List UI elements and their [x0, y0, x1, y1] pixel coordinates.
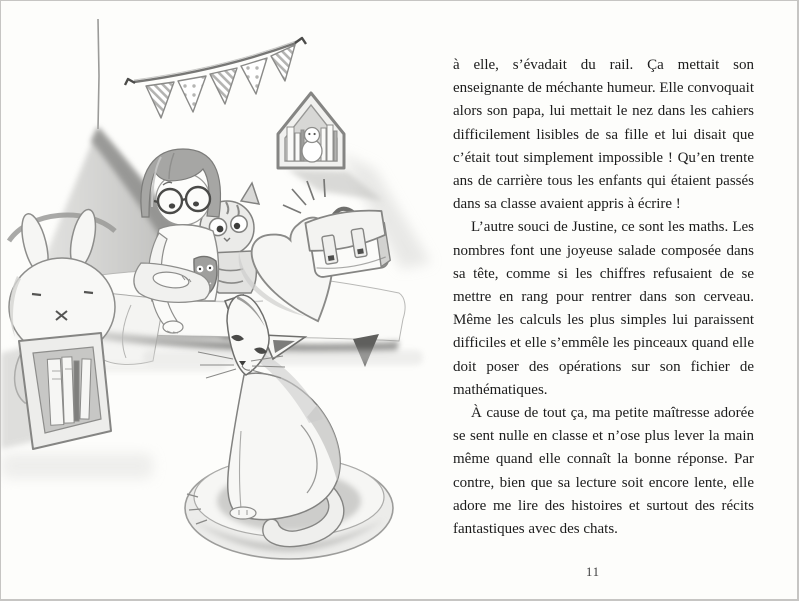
cube-bookshelf	[1, 333, 111, 449]
girl-hand	[163, 321, 183, 333]
girl-eye	[169, 203, 175, 208]
pennant-flag	[241, 58, 267, 94]
pennant-garland	[125, 38, 306, 118]
paragraph: L’autre souci de Justine, ce sont les maths. Les nombres font une joyeuse salade composée dans sa tête, comme si les chiffres refusaient de se mettre en rang pour rentrer dans son cerveau. Même les calculs les plus simples lui paraissent difficiles et elle s’emmêle les pinceaux quand elle doit poser des opérations sur son fichier de mathématiques.	[453, 219, 754, 398]
shelf-bird	[302, 128, 322, 163]
paragraph: à elle, s’évadait du rail. Ça mettait son enseignante de méchante humeur. Elle convoquait alors son papa, lui mettait le nez dans les cahiers difficilement lisibles de sa fille et lui disait que c’était tout simplement impossible ! Qu’en trente ans de carrière tous les enfants qui étaient passés dans sa classe avaient appris à écrire !	[453, 57, 754, 213]
cat-body	[228, 373, 340, 519]
garland-hook-right	[295, 38, 306, 44]
bedroom-illustration	[1, 1, 443, 602]
girl-eye	[193, 202, 199, 207]
paragraph: À cause de tout ça, ma petite maîtresse adorée se sent nulle en classe et n’ose plus lever la main même quand elle connaît la bonne réponse. Par contre, bien que sa lecture soit encore lente, elle adore me lire des histoires et surtout des récits fantastiques avec des chats.	[453, 405, 754, 538]
page-number: 11	[585, 565, 601, 579]
garland-hook-left	[125, 79, 135, 85]
text-column	[453, 54, 754, 541]
cat-paw	[230, 507, 256, 519]
books	[47, 357, 91, 425]
plush-cat-ear	[241, 183, 259, 204]
pennant-flag	[178, 76, 206, 112]
satchel-buckle	[328, 255, 335, 261]
pennant-flag	[210, 68, 237, 104]
pennant-flag	[146, 82, 174, 118]
satchel-buckle	[357, 248, 364, 254]
